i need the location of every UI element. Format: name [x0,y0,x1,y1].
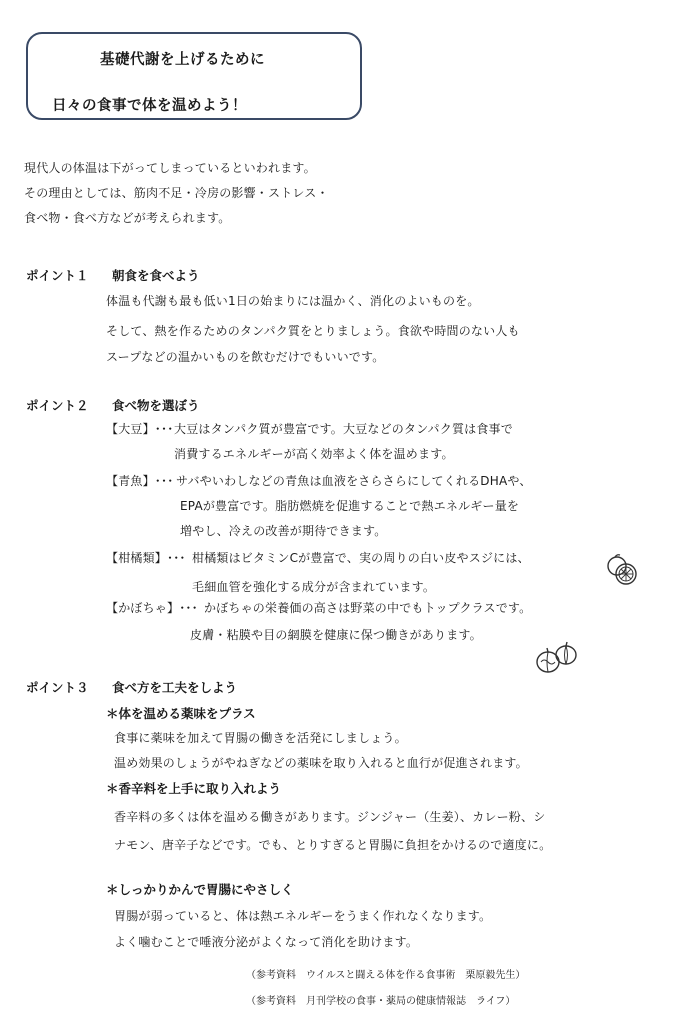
title-box [26,32,362,120]
point3-line: 胃腸が弱っていると、体は熱エネルギーをうまく作れなくなります。 [114,909,492,923]
point3-heading [26,678,237,696]
point1-line: 体温も代謝も最も低い1日の始まりには温かく、消化のよいものを。 [106,294,480,308]
intro-line: 現代人の体温は下がってしまっているといわれます。 [24,161,316,175]
point3-label: ポイント３ [26,680,89,695]
title-line-1: 基礎代謝を上げるために [100,52,265,68]
intro-line: 食べ物・食べ方などが考えられます。 [24,211,231,225]
food-line: EPAが豊富です。脂肪燃焼を促進することで熱エネルギー量を [180,499,520,513]
reference-line: （参考資料 月刊学校の食事・薬局の健康情報誌 ライフ） [246,996,516,1007]
point3-sub-heading: ＊香辛料を上手に取り入れよう [106,781,282,796]
point3-sub-heading: ＊体を温める薬味をプラス [106,706,256,721]
citrus-icon [604,552,640,588]
point1-line: スープなどの温かいものを飲むだけでもいいです。 [106,350,385,364]
point3-line: よく噛むことで唾液分泌がよくなって消化を助けます。 [114,935,419,949]
food-tag-soy: 【大豆】･･･ [106,422,174,436]
food-line: 柑橘類はビタミンCが豊富で、実の周りの白い皮やスジには、 [192,551,530,565]
food-tag-citrus: 【柑橘類】･･･ [106,551,186,565]
food-line: 増やし、冷えの改善が期待できます。 [180,524,387,538]
food-line: 皮膚・粘膜や目の網膜を健康に保つ働きがあります。 [190,628,482,642]
pumpkin-icon [534,640,578,674]
food-line: サバやいわしなどの青魚は血液をさらさらにしてくれるDHAや、 [176,474,532,488]
food-tag-fish: 【青魚】･･･ [106,474,174,488]
food-line: かぼちゃの栄養価の高さは野菜の中でもトップクラスです。 [204,601,532,615]
point1-label: ポイント１ [26,268,89,283]
point1-line: そして、熱を作るためのタンパク質をとりましょう。食欲や時間のない人も [106,324,520,338]
point3-line: 食事に薬味を加えて胃腸の働きを活発にしましょう。 [114,731,407,745]
point3-title: 食べ方を工夫をしよう [112,680,238,695]
intro-line: その理由としては、筋肉不足・冷房の影響・ストレス・ [24,186,329,200]
reference-line: （参考資料 ウイルスと闘える体を作る食事術 栗原毅先生） [246,970,526,981]
point2-title: 食べ物を選ぼう [112,398,200,413]
point3-line: ナモン、唐辛子などです。でも、とりすぎると胃腸に負担をかけるので適度に。 [114,838,552,852]
title-line-2: 日々の食事で体を温めよう！ [52,98,247,114]
food-line: 毛細血管を強化する成分が含まれています。 [192,580,436,594]
food-line: 大豆はタンパク質が豊富です。大豆などのタンパク質は食事で [174,422,513,436]
point2-heading [26,396,200,414]
point2-label: ポイント２ [26,398,89,413]
point1-title: 朝食を食べよう [112,268,200,283]
point3-sub-heading: ＊しっかりかんで胃腸にやさしく [106,882,294,897]
point3-line: 温め効果のしょうがやねぎなどの薬味を取り入れると血行が促進されます。 [114,756,528,770]
point1-heading [26,266,200,284]
food-line: 消費するエネルギーが高く効率よく体を温めます。 [174,447,454,461]
point3-line: 香辛料の多くは体を温める働きがあります。ジンジャー（生姜）、カレー粉、シ [114,810,546,824]
food-tag-pumpkin: 【かぼちゃ】･･･ [106,601,198,615]
